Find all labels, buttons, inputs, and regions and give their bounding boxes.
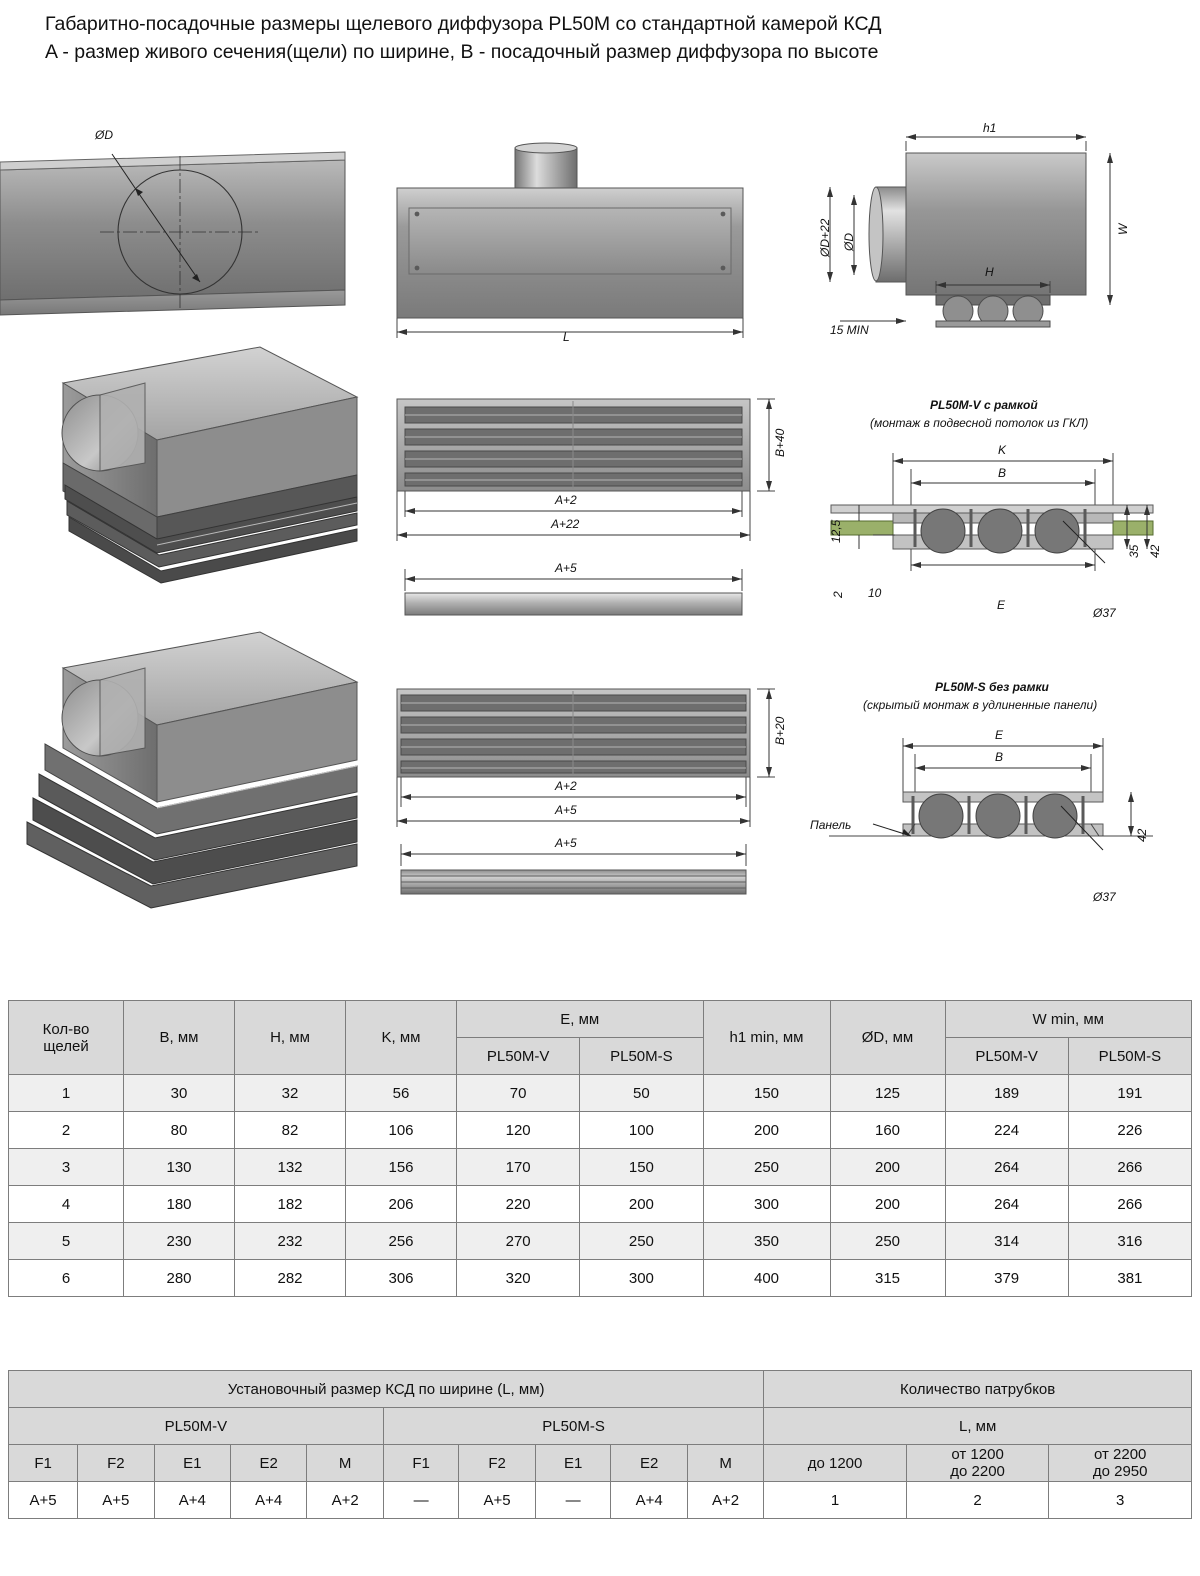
th-e-v: PL50M-V bbox=[457, 1038, 580, 1075]
label-b-section: B bbox=[998, 466, 1007, 480]
cell-w-v: 264 bbox=[945, 1149, 1068, 1186]
cell-w-s: 266 bbox=[1068, 1149, 1191, 1186]
th-range-2 bbox=[906, 1445, 1049, 1482]
th-s: PL50M-S bbox=[383, 1408, 763, 1445]
th-range-3-l2: до 2950 bbox=[1092, 1463, 1148, 1480]
table-row bbox=[9, 1186, 1192, 1223]
cell-b: 80 bbox=[124, 1112, 235, 1149]
caption-v-line1: PL50M-V с рамкой bbox=[930, 398, 1038, 412]
figure-grille-s-side bbox=[395, 836, 785, 910]
figure-grille-s bbox=[395, 685, 787, 817]
cell-h1: 250 bbox=[703, 1149, 830, 1186]
label-w: W bbox=[1116, 223, 1130, 235]
th-range-1: до 1200 bbox=[764, 1445, 907, 1482]
cell-k: 106 bbox=[346, 1112, 457, 1149]
figure-3d-diffuser-v bbox=[5, 335, 365, 625]
th-v-e2: E2 bbox=[230, 1445, 306, 1482]
cell-od: 125 bbox=[830, 1075, 945, 1112]
table-row bbox=[9, 1482, 1192, 1519]
label-length-l: L bbox=[563, 330, 570, 344]
figure-plenum-top bbox=[395, 140, 765, 345]
cell-b: 130 bbox=[124, 1149, 235, 1186]
th-install: Установочный размер КСД по ширине (L, мм) bbox=[9, 1371, 764, 1408]
cell-v-f1: A+5 bbox=[9, 1482, 78, 1519]
label-a-plus-2: A+2 bbox=[555, 493, 577, 507]
cell-h1: 400 bbox=[703, 1260, 830, 1297]
th-wmin: W min, мм bbox=[945, 1001, 1192, 1038]
cell-slots: 2 bbox=[9, 1112, 124, 1149]
cell-e-v: 120 bbox=[457, 1112, 580, 1149]
title-line-1: Габаритно-посадочные размеры щелевого диффузора PL50M со стандартной камерой КСД bbox=[45, 13, 882, 35]
th-slots bbox=[9, 1001, 124, 1075]
cell-count-2: 2 bbox=[906, 1482, 1049, 1519]
page-title bbox=[45, 10, 1165, 66]
label-15-min: 15 MIN bbox=[830, 323, 869, 337]
cell-slots: 4 bbox=[9, 1186, 124, 1223]
cell-od: 250 bbox=[830, 1223, 945, 1260]
table-row bbox=[9, 1112, 1192, 1149]
cell-e-s: 200 bbox=[580, 1186, 703, 1223]
cell-e-s: 150 bbox=[580, 1149, 703, 1186]
caption-s-line1: PL50M-S без рамки bbox=[935, 680, 1049, 694]
th-range-2-l2: до 2200 bbox=[950, 1463, 1005, 1480]
label-e-section-s: E bbox=[995, 728, 1004, 742]
cell-w-v: 224 bbox=[945, 1112, 1068, 1149]
cell-b: 180 bbox=[124, 1186, 235, 1223]
cell-k: 156 bbox=[346, 1149, 457, 1186]
label-a-plus-22: A+22 bbox=[551, 517, 580, 531]
table-row bbox=[9, 1075, 1192, 1112]
table-row bbox=[9, 1149, 1192, 1186]
th-l-mm: L, мм bbox=[764, 1408, 1192, 1445]
cell-w-s: 316 bbox=[1068, 1223, 1191, 1260]
cell-h: 182 bbox=[235, 1186, 346, 1223]
label-h: H bbox=[985, 265, 994, 279]
th-range-2-l1: от 1200 bbox=[951, 1446, 1004, 1463]
label-42-v: 42 bbox=[1148, 544, 1162, 558]
label-2: 2 bbox=[831, 591, 845, 598]
cell-b: 230 bbox=[124, 1223, 235, 1260]
cell-s-e1: — bbox=[535, 1482, 611, 1519]
cell-w-v: 189 bbox=[945, 1075, 1068, 1112]
figure-side-view bbox=[810, 121, 1140, 355]
figure-3d-diffuser-s bbox=[5, 620, 365, 920]
cell-slots: 6 bbox=[9, 1260, 124, 1297]
th-s-f2: F2 bbox=[459, 1445, 535, 1482]
cell-s-m: A+2 bbox=[687, 1482, 763, 1519]
dimensions-table bbox=[8, 1000, 1192, 1297]
th-s-e1: E1 bbox=[535, 1445, 611, 1482]
cell-e-s: 250 bbox=[580, 1223, 703, 1260]
cell-b: 280 bbox=[124, 1260, 235, 1297]
cell-e-s: 50 bbox=[580, 1075, 703, 1112]
table-row bbox=[9, 1223, 1192, 1260]
label-b-plus-20: B+20 bbox=[773, 716, 787, 745]
cell-v-f2: A+5 bbox=[78, 1482, 154, 1519]
th-h: H, мм bbox=[235, 1001, 346, 1075]
label-diameter-d: ØD bbox=[95, 128, 113, 142]
label-d37-v: Ø37 bbox=[1093, 606, 1116, 620]
th-range-3-l1: от 2200 bbox=[1093, 1446, 1147, 1463]
cell-e-v: 270 bbox=[457, 1223, 580, 1260]
cell-w-s: 381 bbox=[1068, 1260, 1191, 1297]
th-slots-l2: щелей bbox=[43, 1037, 89, 1055]
label-12-5: 12,5 bbox=[829, 519, 843, 543]
label-a-plus-5-s2: A+5 bbox=[555, 836, 577, 850]
installation-table bbox=[8, 1370, 1192, 1519]
th-od: ØD, мм bbox=[830, 1001, 945, 1075]
cell-count-3: 3 bbox=[1049, 1482, 1192, 1519]
cell-od: 200 bbox=[830, 1186, 945, 1223]
label-h1: h1 bbox=[983, 121, 997, 135]
cell-v-m: A+2 bbox=[307, 1482, 383, 1519]
th-v-f2: F2 bbox=[78, 1445, 154, 1482]
th-v-m: M bbox=[307, 1445, 383, 1482]
cell-k: 56 bbox=[346, 1075, 457, 1112]
cell-b: 30 bbox=[124, 1075, 235, 1112]
cell-w-v: 379 bbox=[945, 1260, 1068, 1297]
label-k: K bbox=[998, 443, 1007, 457]
th-range-3 bbox=[1049, 1445, 1192, 1482]
table-row bbox=[9, 1260, 1192, 1297]
cell-k: 206 bbox=[346, 1186, 457, 1223]
cell-k: 256 bbox=[346, 1223, 457, 1260]
cell-h: 282 bbox=[235, 1260, 346, 1297]
cell-e-v: 170 bbox=[457, 1149, 580, 1186]
caption-s-line2: (скрытый монтаж в удлиненные панели) bbox=[863, 698, 1098, 712]
label-od: ØD bbox=[842, 233, 856, 251]
label-b-section-s: B bbox=[995, 750, 1004, 764]
title-line-2: A - размер живого сечения(щели) по ширине, B - посадочный размер диффузора по высоте bbox=[45, 41, 879, 63]
th-v-f1: F1 bbox=[9, 1445, 78, 1482]
th-s-e2: E2 bbox=[611, 1445, 687, 1482]
th-b: B, мм bbox=[124, 1001, 235, 1075]
cell-h1: 350 bbox=[703, 1223, 830, 1260]
label-10: 10 bbox=[868, 586, 882, 600]
cell-k: 306 bbox=[346, 1260, 457, 1297]
cell-od: 315 bbox=[830, 1260, 945, 1297]
figure-grille-v bbox=[395, 395, 787, 531]
cell-slots: 5 bbox=[9, 1223, 124, 1260]
th-k: K, мм bbox=[346, 1001, 457, 1075]
th-s-m: M bbox=[687, 1445, 763, 1482]
cell-w-s: 191 bbox=[1068, 1075, 1191, 1112]
cell-e-v: 70 bbox=[457, 1075, 580, 1112]
label-od-plus-22: ØD+22 bbox=[818, 218, 832, 257]
cell-od: 160 bbox=[830, 1112, 945, 1149]
label-d37-s: Ø37 bbox=[1093, 890, 1116, 904]
cell-slots: 1 bbox=[9, 1075, 124, 1112]
cell-w-v: 314 bbox=[945, 1223, 1068, 1260]
cell-w-v: 264 bbox=[945, 1186, 1068, 1223]
cell-s-e2: A+4 bbox=[611, 1482, 687, 1519]
th-e: E, мм bbox=[457, 1001, 704, 1038]
label-a-plus-5: A+5 bbox=[555, 561, 577, 575]
label-35: 35 bbox=[1127, 544, 1141, 558]
cell-count-1: 1 bbox=[764, 1482, 907, 1519]
th-slots-l1: Кол-во bbox=[42, 1020, 90, 1038]
label-e-section: E bbox=[997, 598, 1006, 612]
cell-h1: 300 bbox=[703, 1186, 830, 1223]
figure-plenum-front bbox=[0, 128, 360, 320]
figure-section-v bbox=[815, 398, 1162, 620]
th-e-s: PL50M-S bbox=[580, 1038, 703, 1075]
cell-od: 200 bbox=[830, 1149, 945, 1186]
th-w-s: PL50M-S bbox=[1068, 1038, 1191, 1075]
cell-s-f2: A+5 bbox=[459, 1482, 535, 1519]
cell-h: 232 bbox=[235, 1223, 346, 1260]
th-count: Количество патрубков bbox=[764, 1371, 1192, 1408]
cell-e-v: 320 bbox=[457, 1260, 580, 1297]
cell-h: 82 bbox=[235, 1112, 346, 1149]
th-h1min: h1 min, мм bbox=[703, 1001, 830, 1075]
cell-h: 32 bbox=[235, 1075, 346, 1112]
cell-e-s: 300 bbox=[580, 1260, 703, 1297]
th-w-v: PL50M-V bbox=[945, 1038, 1068, 1075]
cell-v-e1: A+4 bbox=[154, 1482, 230, 1519]
cell-s-f1: — bbox=[383, 1482, 459, 1519]
label-panel: Панель bbox=[810, 818, 852, 832]
cell-w-s: 266 bbox=[1068, 1186, 1191, 1223]
cell-w-s: 226 bbox=[1068, 1112, 1191, 1149]
label-b-plus-40: B+40 bbox=[773, 428, 787, 457]
th-v: PL50M-V bbox=[9, 1408, 384, 1445]
cell-h: 132 bbox=[235, 1149, 346, 1186]
th-v-e1: E1 bbox=[154, 1445, 230, 1482]
cell-e-s: 100 bbox=[580, 1112, 703, 1149]
cell-h1: 150 bbox=[703, 1075, 830, 1112]
cell-slots: 3 bbox=[9, 1149, 124, 1186]
label-a-plus-2-s: A+2 bbox=[555, 779, 577, 793]
label-42-s: 42 bbox=[1135, 828, 1149, 842]
caption-v-line2: (монтаж в подвесной потолок из ГКЛ) bbox=[870, 416, 1089, 430]
figure-section-s bbox=[810, 680, 1155, 904]
cell-e-v: 220 bbox=[457, 1186, 580, 1223]
th-s-f1: F1 bbox=[383, 1445, 459, 1482]
label-a-plus-5-s: A+5 bbox=[555, 803, 577, 817]
figure-grille-v-side bbox=[395, 561, 785, 625]
cell-v-e2: A+4 bbox=[230, 1482, 306, 1519]
cell-h1: 200 bbox=[703, 1112, 830, 1149]
